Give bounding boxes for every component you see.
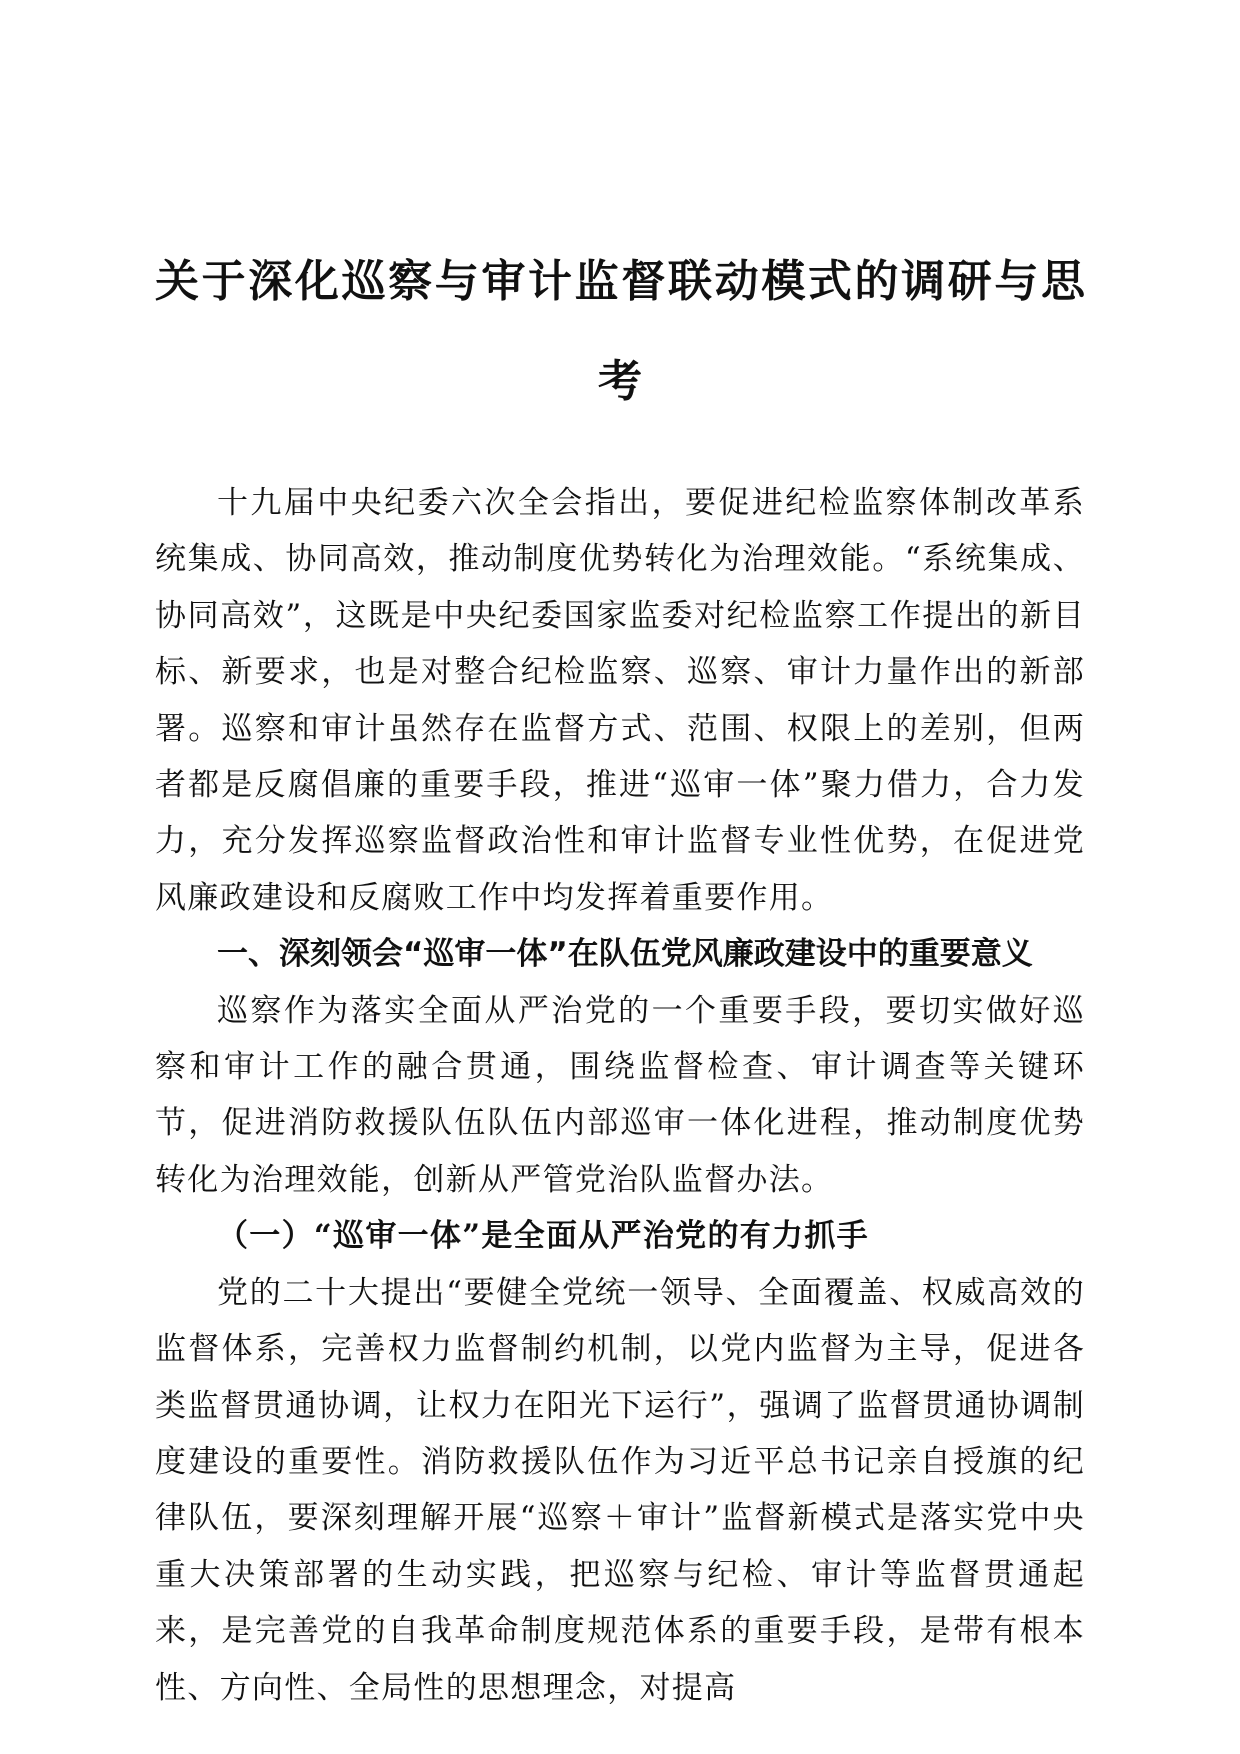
title-line-1: 关于深化巡察与审计监督联动模式的调研与思 (155, 256, 1085, 307)
subsection-1-paragraph: 党的二十大提出“要健全党统一领导、全面覆盖、权威高效的监督体系，完善权力监督制约机制，以党内监督为主导，促进各类监督贯通协调，让权力在阳光下运行”，强调了监督贯通协调制度建设的重要性。消防救援队伍作为习近平总书记亲自授旗的纪律队伍，要深刻理解开展“巡察＋审计”监督新模式是落实党中央重大决策部署的生动实践，把巡察与纪检、审计等监督贯通起来，是完善党的自我革命制度规范体系的重要手段，是带有根本性、方向性、全局性的思想理念，对提高 (155, 1274, 1085, 1706)
document-title (155, 232, 1085, 432)
subsection-1-heading: （一）“巡审一体”是全面从严治党的有力抓手 (217, 1218, 869, 1255)
intro-paragraph: 十九届中央纪委六次全会指出，要促进纪检监察体制改革系统集成、协同高效，推动制度优势转化为治理效能。“系统集成、协同高效”，这既是中央纪委国家监委对纪检监察工作提出的新目标、新要求，也是对整合纪检监察、巡察、审计力量作出的新部署。巡察和审计虽然存在监督方式、范围、权限上的差别，但两者都是反腐倡廉的重要手段，推进“巡审一体”聚力借力，合力发力，充分发挥巡察监督政治性和审计监督专业性优势，在促进党风廉政建设和反腐败工作中均发挥着重要作用。 (155, 485, 1085, 916)
section-1-paragraph: 巡察作为落实全面从严治党的一个重要手段，要切实做好巡察和审计工作的融合贯通，围绕监督检查、审计调查等关键环节，促进消防救援队伍队伍内部巡审一体化进程，推动制度优势转化为治理效能，创新从严管党治队监督办法。 (155, 992, 1085, 1198)
title-line-2: 考 (598, 356, 642, 407)
document-body (155, 475, 1085, 1716)
section-1-heading: 一、深刻领会“巡审一体”在队伍党风廉政建设中的重要意义 (217, 936, 1033, 973)
